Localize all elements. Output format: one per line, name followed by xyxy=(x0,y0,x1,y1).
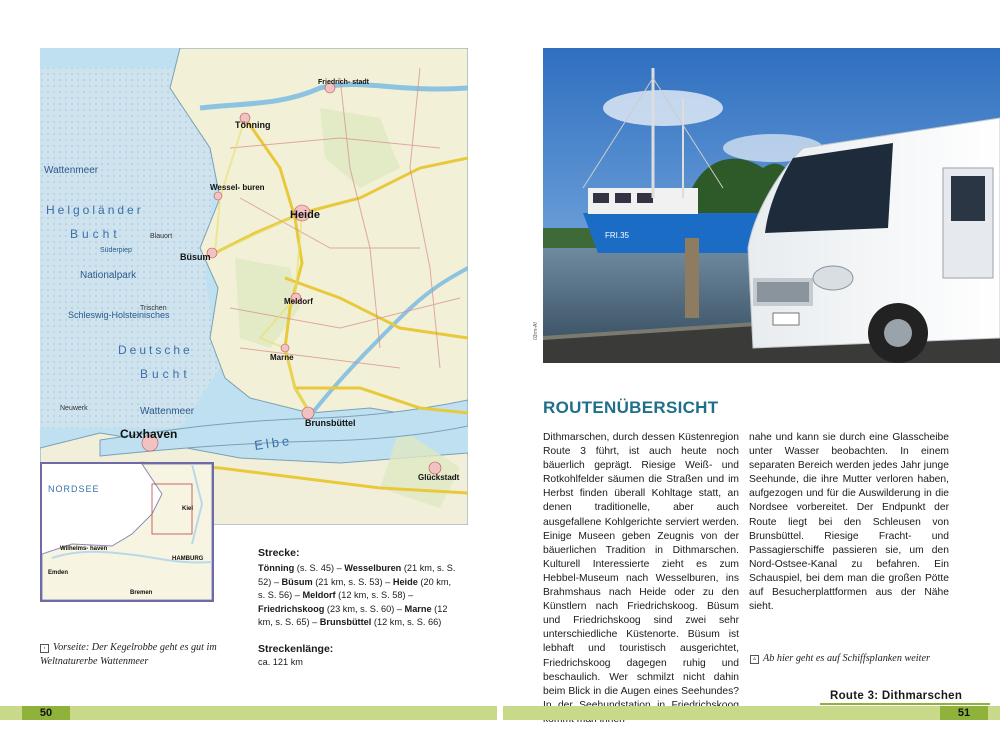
inset-label-nordsee: NORDSEE xyxy=(48,484,100,494)
route-ref: (12 km, s. S. 66) xyxy=(371,617,442,628)
map-label-bucht-2: Bucht xyxy=(140,367,191,381)
page-number-right: 51 xyxy=(940,706,988,720)
map-graphic xyxy=(40,48,468,525)
inset-label-emden: Emden xyxy=(48,570,69,576)
map-label-schleswig: Schleswig-Holsteinisches xyxy=(68,310,170,320)
footer-rule xyxy=(820,703,990,705)
map-label-wattenmeer-bottom: Wattenmeer xyxy=(140,406,195,417)
map-label-trischen: Trischen xyxy=(140,305,167,312)
route-ref: (20 km, s. S. 56) – xyxy=(258,576,452,601)
article-column-2: nahe und kann sie durch eine Glasscheibe unter Wasser beobachten. In einem separaten Bereich werden jedes Jahr junge Seehunde, die ihre Mutter verloren haben, aufgezogen und für die Auswilderung in die Nordsee vorbereitet. Der Endpunkt der Route liegt bei den Schleusen von Brunsbüttel. Riesige Fracht- und Passagierschiffe passieren sie, um den Nord-Ostsee-Kanal zu befahren. Ein Schauspiel, bei dem man die großen Pötte auf Besucherplattformen aus der Nähe sieht. xyxy=(749,432,949,613)
route-info xyxy=(258,547,458,629)
route-stop: Brunsbüttel xyxy=(319,617,372,628)
route-length-heading: Streckenlänge: xyxy=(258,643,334,655)
caption-right xyxy=(750,652,970,666)
map-label-marne: Marne xyxy=(270,353,294,362)
route-map xyxy=(40,48,468,525)
running-footer-title: Route 3: Dithmarschen xyxy=(830,690,963,702)
map-label-toenning: Tönning xyxy=(235,120,271,130)
map-label-cuxhaven: Cuxhaven xyxy=(120,427,178,441)
route-stop: Friedrichskoog xyxy=(258,603,325,614)
map-label-wesselburen: Wessel- buren xyxy=(210,183,265,192)
photo-harbour-motorhome xyxy=(543,48,1000,363)
inset-label-bremen: Bremen xyxy=(130,590,153,596)
route-stop: Marne xyxy=(404,603,432,614)
caption-arrow-left-icon: ‹ xyxy=(40,644,49,653)
route-ref: (21 km, s. S. 52) – xyxy=(258,563,456,587)
map-label-neuwerk: Neuwerk xyxy=(60,405,88,412)
caption-left xyxy=(40,641,240,669)
route-ref: (23 km, s. S. 60) – xyxy=(324,603,405,614)
map-label-buesum: Büsum xyxy=(180,252,211,262)
route-stop: Meldorf xyxy=(302,590,336,601)
map-label-meldorf: Meldorf xyxy=(284,297,313,306)
footer-bar-right xyxy=(503,706,1000,720)
inset-map xyxy=(40,462,214,602)
route-stop: Büsum xyxy=(281,576,313,587)
route-heading: Strecke: xyxy=(258,547,300,559)
map-label-helgolaender: Helgoländer xyxy=(46,203,144,217)
article-column-1: Dithmarschen, durch dessen Küstenregion Route 3 führt, ist auch heute noch bäuerlich geprägt. Riesige Weiß- und Rotkohlfelder säumen die Straßen und im Herbst finden überall Kohltage statt, an denen traditionelle, aber auch ausgefallene Kohlgerichte serviert werden. Einige Museen geben Zeugnis von der bäuerlichen Tradition in Dithmarschen. Kulturell Interessierte zieht es zum Hebbel-Museum nach Wesselburen, ins Brahmshaus nach Heide oder zu den Künstlern nach Friedrichskoog. Büsum und Friedrichskoog sind zwei sehr unterschiedliche Küstenorte. Büsum ist lebhaft und touristisch ausgerichtet, Friedrichskoog dagegen ruhig und beschaulich. Wer schmilzt nicht dahin beim Blick in die Augen eines Seehundes? xyxy=(543,432,739,697)
route-length-value: ca. 121 km xyxy=(258,657,303,667)
map-label-elbe: Elbe xyxy=(253,432,294,453)
article-heading: ROUTENÜBERSICHT xyxy=(543,398,719,417)
map-label-bucht: Bucht xyxy=(70,227,121,241)
map-label-brunsbuettel: Brunsbüttel xyxy=(305,418,356,428)
map-label-friedrichstadt: Friedrich- stadt xyxy=(318,79,369,86)
page-number-left: 50 xyxy=(22,706,70,720)
inset-label-hamburg: HAMBURG xyxy=(172,556,204,562)
map-label-wattenmeer-top: Wattenmeer xyxy=(44,165,99,176)
route-stop: Tönning xyxy=(258,563,295,574)
inset-label-kiel: Kiel xyxy=(182,506,194,512)
route-ref: (s. S. 45) – xyxy=(294,563,345,574)
caption-right-text: Ab hier geht es auf Schiffsplanken weiter xyxy=(763,653,930,664)
boat-id: FRI.35 xyxy=(605,231,630,240)
photo-graphic xyxy=(543,48,1000,363)
route-ref: (12 km, s. S. 65) – xyxy=(258,603,448,628)
inset-map-graphic xyxy=(42,464,212,600)
route-stop: Wesselburen xyxy=(344,563,402,574)
route-segments xyxy=(258,562,458,629)
map-label-suederpiep: Süderpiep xyxy=(100,247,132,254)
map-label-blauort: Blauort xyxy=(150,233,173,240)
route-ref: (21 km, s. S. 53) – xyxy=(312,576,393,587)
route-stop: Heide xyxy=(392,576,418,587)
map-label-heide: Heide xyxy=(290,209,320,221)
route-length xyxy=(258,643,333,669)
map-label-deutsche: Deutsche xyxy=(118,343,193,357)
route-ref: (12 km, s. S. 58) – xyxy=(335,590,414,601)
caption-arrow-up-icon: ▵ xyxy=(750,655,759,664)
map-label-glueckstadt: Glückstadt xyxy=(418,473,460,482)
caption-left-text: Vorseite: Der Kegelrobbe geht es gut im Weltnaturerbe Wattenmeer xyxy=(40,642,217,667)
map-label-nationalpark: Nationalpark xyxy=(80,270,137,281)
photo-credit: 03rm-Af xyxy=(533,322,539,340)
footer-bar-left xyxy=(0,706,497,720)
inset-label-wilhelmshaven: Wilhelms- haven xyxy=(60,546,108,552)
